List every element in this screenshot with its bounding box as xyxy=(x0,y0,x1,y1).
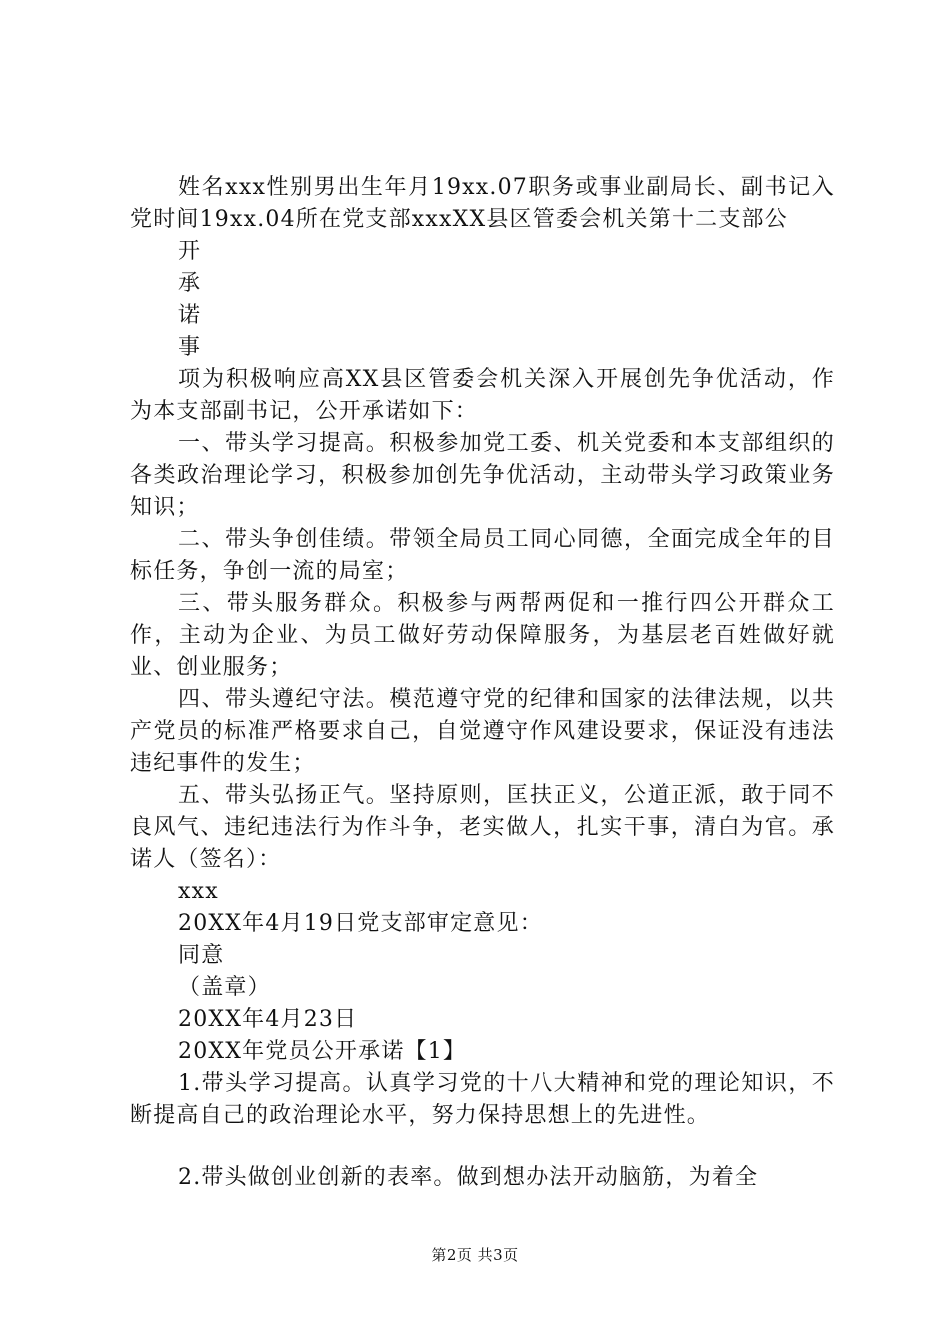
paragraph-seal: （盖章） xyxy=(178,975,271,1000)
paragraph-section-title: 20XX年党员公开承诺【1】 xyxy=(178,1039,467,1064)
paragraph-item-2: 二、带头争创佳绩。带领全局员工同心同德，全面完成全年的目标任务，争创一流的局室； xyxy=(130,527,835,584)
paragraph-char-nuo: 诺 xyxy=(178,303,202,328)
paragraph-item-4: 四、带头遵纪守法。模范遵守党的纪律和国家的法律法规，以共产党员的标准严格要求自己，自觉遵守作风建设要求，保证没有违法违纪事件的发生； xyxy=(130,687,835,776)
paragraph-date-review: 20XX年4月19日党支部审定意见： xyxy=(178,911,543,936)
paragraph-point-2: 2.带头做创业创新的表率。做到想办法开动脑筋，为着全 xyxy=(178,1165,759,1190)
paragraph-char-kai: 开 xyxy=(178,239,202,264)
paragraph-gap xyxy=(130,1132,835,1162)
document-body xyxy=(130,172,835,1194)
paragraph-date-final: 20XX年4月23日 xyxy=(178,1007,358,1032)
paragraph-item-5: 五、带头弘扬正气。坚持原则，匡扶正义，公道正派，敢于同不良风气、违纪违法行为作斗争，老实做人，扎实干事，清白为官。承诺人（签名）： xyxy=(130,783,835,872)
paragraph-personal-info: 姓名xxx性别男出生年月19xx.07职务或事业副局长、副书记入党时间19xx.04所在党支部xxxXX县区管委会机关第十二支部公 xyxy=(130,175,835,232)
paragraph-char-shi: 事 xyxy=(178,335,202,360)
paragraph-point-1: 1.带头学习提高。认真学习党的十八大精神和党的理论知识，不断提高自己的政治理论水平，努力保持思想上的先进性。 xyxy=(130,1071,835,1128)
page-footer: 第2页 共3页 xyxy=(431,1246,519,1264)
paragraph-char-cheng: 承 xyxy=(178,271,202,296)
paragraph-item-1: 一、带头学习提高。积极参加党工委、机关党委和本支部组织的各类政治理论学习，积极参加创先争优活动，主动带头学习政策业务知识； xyxy=(130,431,835,520)
paragraph-approval: 同意 xyxy=(178,943,225,968)
paragraph-signer: xxx xyxy=(178,879,219,904)
paragraph-intro: 项为积极响应高XX县区管委会机关深入开展创先争优活动，作为本支部副书记，公开承诺如下： xyxy=(130,367,835,424)
paragraph-item-3: 三、带头服务群众。积极参与两帮两促和一推行四公开群众工作，主动为企业、为员工做好劳动保障服务，为基层老百姓做好就业、创业服务； xyxy=(130,591,835,680)
